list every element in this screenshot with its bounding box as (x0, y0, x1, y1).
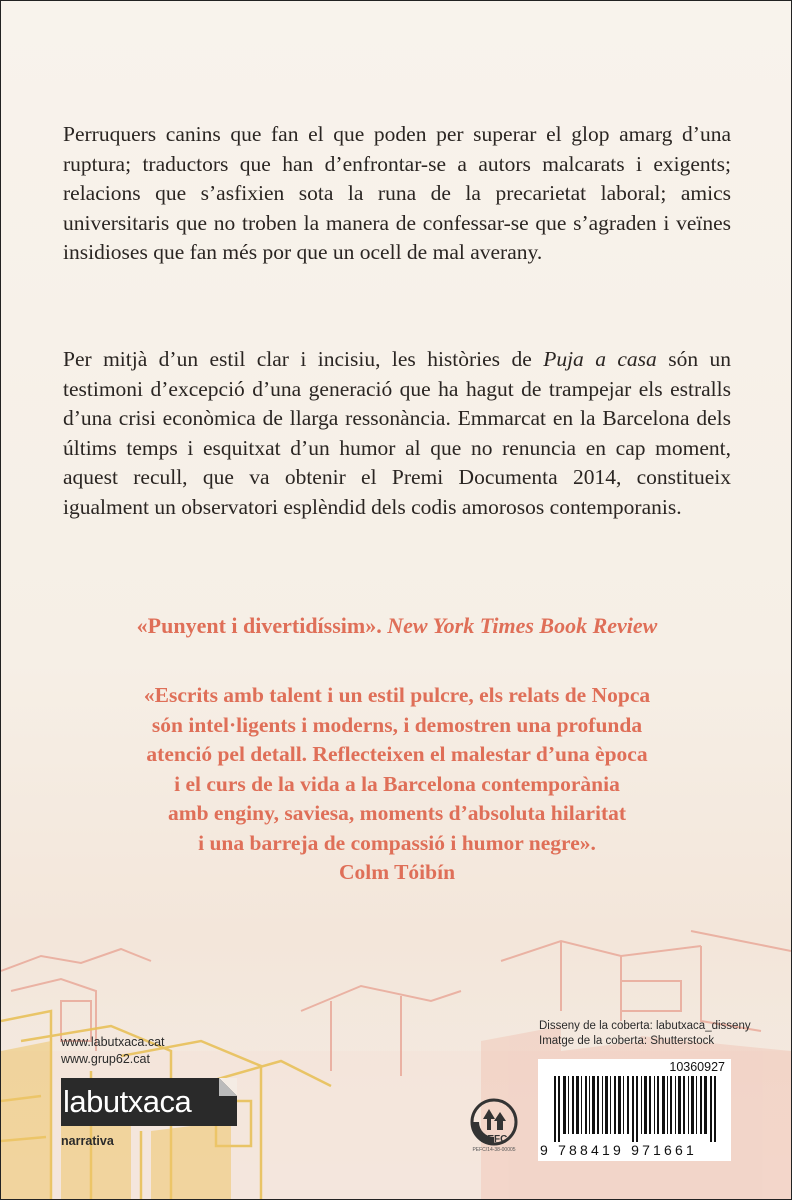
review-quote-text: «Punyent i divertidíssim». (136, 613, 382, 638)
quote-line: amb enginy, saviesa, moments d’absoluta hilaritat (167, 801, 627, 825)
isbn-barcode (544, 1076, 726, 1142)
pefc-label: PEFC (480, 1134, 508, 1145)
book-title-italic: Puja a casa (543, 347, 657, 371)
isbn-digits: 9 788419 971661 (540, 1142, 697, 1158)
blurb-paragraph-2 (63, 345, 731, 522)
barcode-area (538, 1059, 731, 1161)
series-label: narrativa (61, 1134, 114, 1148)
blurb-paragraph-1: Perruquers canins que fan el que poden per superar el glop amarg d’una ruptura; traductors que han d’enfrontar-se a autors malcarats i exigents; relacions que s’asfixien sota la runa de la precarietat laboral; amics universitaris que no troben la manera de confessar-se que s’agraden i veïnes insidioses que fan més por que un ocell de mal averany. (63, 122, 731, 264)
cover-credits (539, 1019, 751, 1049)
quote-line: «Escrits amb talent i un estil pulcre, els relats de Nopca (143, 683, 651, 707)
quote-line: són intel·ligents i moderns, i demostren una profunda (151, 712, 643, 737)
quote-line: atenció pel detall. Reflecteixen el malestar d’una època (146, 742, 648, 766)
logo-page-fold-icon (219, 1078, 237, 1096)
review-quote-short (1, 613, 792, 639)
quote-line: i una barreja de compassió i humor negre». (198, 830, 596, 855)
pefc-code: PEFC/14-38-00005 (472, 1147, 516, 1153)
blurb-paragraph-2-end: són un testimoni d’excepció d’una generació que ha hagut de trampejar els estralls d’una crisi econòmica de llarga ressonància. Emmarcat en la Barcelona dels últims temps i esquitxat d’un humor al que no renuncia en cap moment, aquest recull, que va obtenir el Premi Documenta 2014, constitueix igualment un observatori esplèndid dels codis amorosos contemporanis. (63, 347, 731, 519)
image-credit: Imatge de la coberta: Shutterstock (539, 1035, 715, 1047)
product-code: 10360927 (669, 1060, 725, 1074)
design-credit: Disseny de la coberta: labutxaca_disseny (539, 1020, 751, 1032)
website-link-labutxaca[interactable]: www.labutxaca.cat (61, 1035, 165, 1049)
website-link-grup62[interactable]: www.grup62.cat (61, 1052, 150, 1066)
publisher-logo: labutxaca (61, 1078, 237, 1126)
review-quote-source: New York Times Book Review (387, 613, 658, 638)
review-quote-long (61, 681, 733, 888)
publisher-websites (61, 1034, 165, 1068)
blurb-paragraph-2-start: Per mitjà d’un estil clar i incisiu, les històries de (63, 347, 544, 371)
quote-author: Colm Tóibín (338, 860, 456, 884)
quote-line: i el curs de la vida a la Barcelona contemporània (174, 771, 620, 796)
